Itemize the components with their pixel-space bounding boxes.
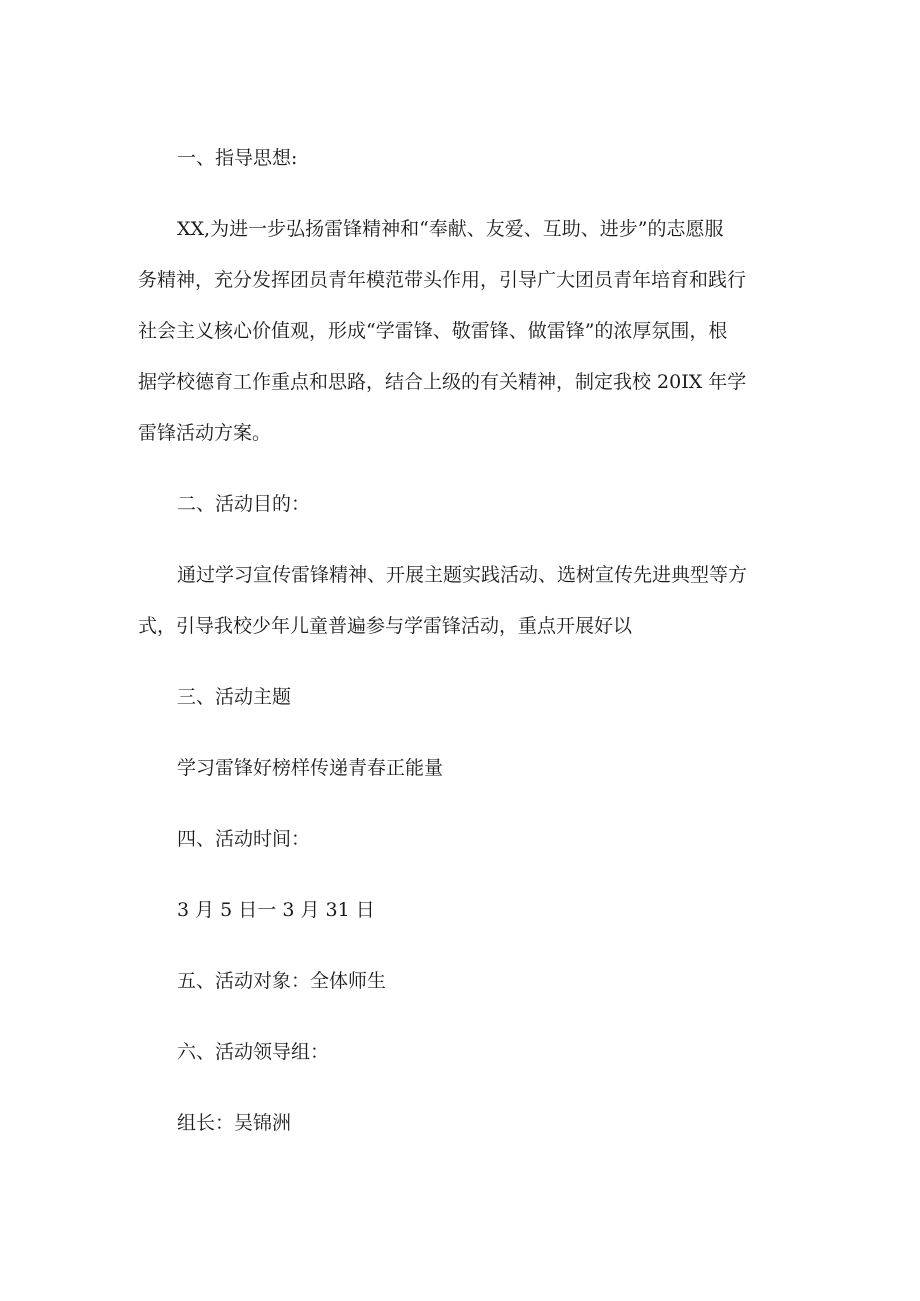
activity-theme-text: 学习雷锋好榜样传递青春正能量 <box>177 757 444 779</box>
document-content <box>138 140 778 1141</box>
paragraph-line: 务精神，充分发挥团员青年模范带头作用，引导广大团员青年培育和践行 <box>138 269 747 291</box>
section-heading-activity-theme: 三、活动主题 <box>177 686 292 708</box>
section-heading-activity-target: 五、活动对象：全体师生 <box>177 970 387 992</box>
paragraph-line: XX,为进一步弘扬雷锋精神和“奉献、友爱、互助、进步”的志愿服 <box>177 218 724 240</box>
section-heading-guiding-ideology: 一、指导思想: <box>177 147 298 169</box>
paragraph-line: 社会主义核心价值观，形成“学雷锋、敬雷锋、做雷锋”的浓厚氛围，根 <box>138 320 728 342</box>
paragraph-guiding-ideology <box>138 211 778 451</box>
paragraph-line: 据学校德育工作重点和思路，结合上级的有关精神，制定我校 20IX 年学 <box>138 371 747 393</box>
group-leader-text: 组长：吴锦洲 <box>177 1112 292 1134</box>
section-heading-activity-time: 四、活动时间： <box>177 828 311 850</box>
section-heading-activity-purpose: 二、活动目的： <box>177 493 311 515</box>
paragraph-line: 式，引导我校少年儿童普遍参与学雷锋活动，重点开展好以 <box>138 615 633 637</box>
section-heading-leadership-group: 六、活动领导组： <box>177 1041 330 1063</box>
paragraph-line: 雷锋活动方案。 <box>138 422 272 444</box>
paragraph-line: 通过学习宣传雷锋精神、开展主题实践活动、选树宣传先进典型等方 <box>177 564 748 586</box>
paragraph-activity-purpose <box>138 557 778 644</box>
activity-time-text: 3 月 5 日一 3 月 31 日 <box>177 899 375 921</box>
